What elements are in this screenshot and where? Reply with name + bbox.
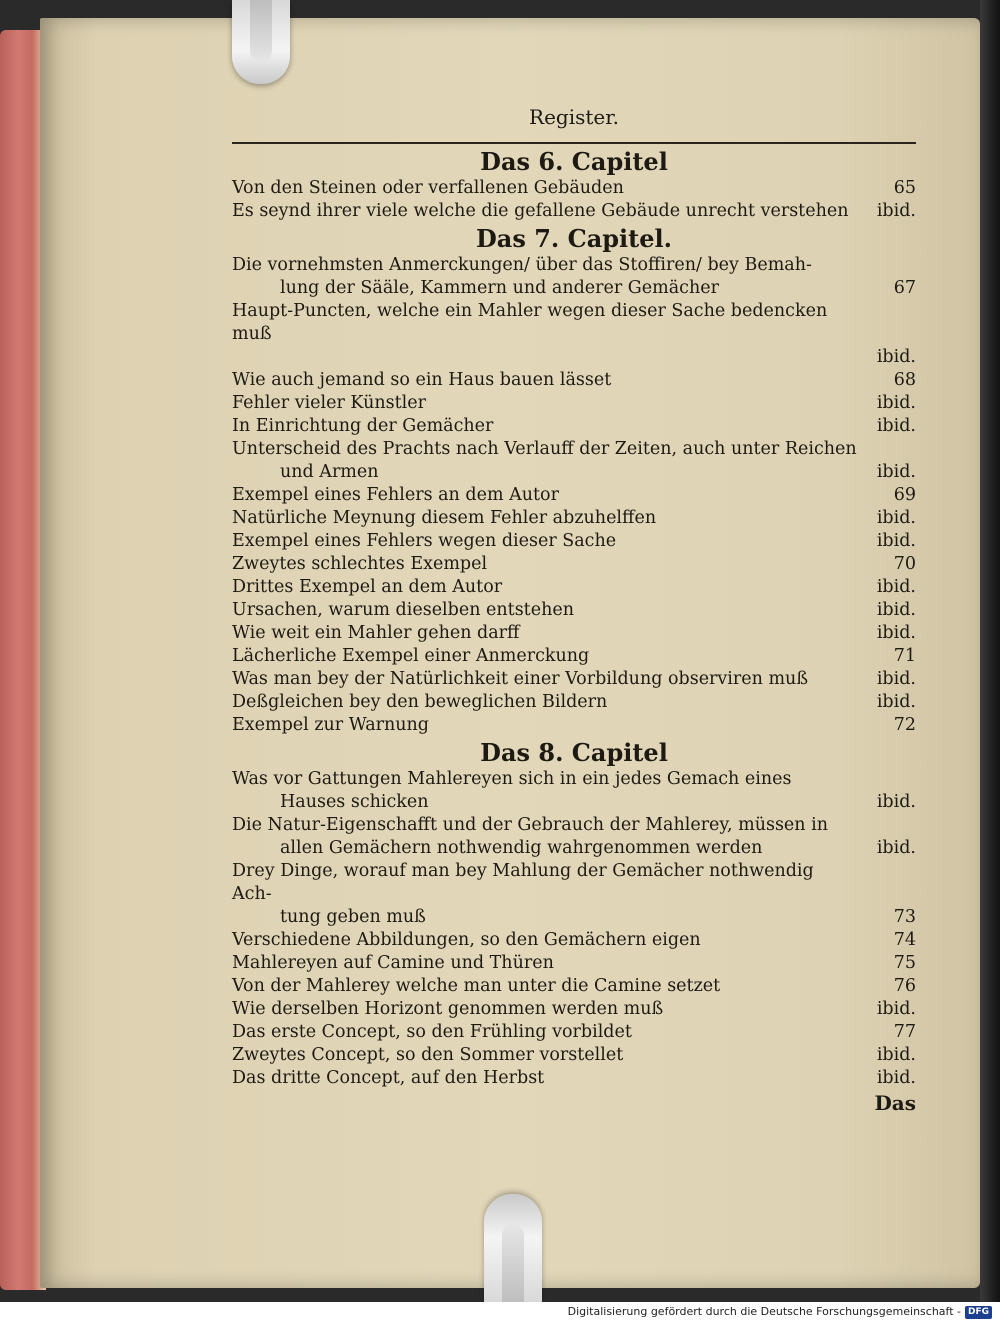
register-entry bbox=[232, 1067, 916, 1090]
register-entry bbox=[232, 645, 916, 668]
entry-page: ibid. bbox=[876, 669, 916, 689]
register-entry bbox=[232, 768, 916, 814]
page-clip-bottom bbox=[484, 1194, 542, 1304]
entry-text: Was vor Gattungen Mahlereyen sich in ein jedes Gemach eines bbox=[232, 769, 792, 789]
clip-slot bbox=[250, 0, 272, 62]
register-entry bbox=[232, 177, 916, 200]
register-entry bbox=[232, 1044, 916, 1067]
clip-slot bbox=[502, 1224, 524, 1304]
chapter-heading: Das 8. Capitel bbox=[480, 738, 668, 767]
register-content bbox=[232, 104, 916, 1116]
register-entry bbox=[232, 952, 916, 975]
entry-text: Exempel zur Warnung bbox=[232, 715, 430, 735]
entry-text: Mahlereyen auf Camine und Thüren bbox=[232, 953, 554, 973]
entry-page: ibid. bbox=[876, 600, 916, 620]
register-entry bbox=[232, 814, 916, 860]
entry-page: 75 bbox=[893, 953, 916, 973]
entry-page: ibid. bbox=[876, 577, 916, 597]
register-entry bbox=[232, 929, 916, 952]
catchword: Das bbox=[874, 1091, 916, 1115]
entry-page: 76 bbox=[893, 976, 916, 996]
register-entry bbox=[232, 998, 916, 1021]
entry-continuation: tung geben muß bbox=[280, 907, 426, 927]
entry-page: 72 bbox=[893, 715, 916, 735]
entry-text: Fehler vieler Künstler bbox=[232, 393, 426, 413]
entry-page: ibid. bbox=[876, 416, 916, 436]
register-entry bbox=[232, 576, 916, 599]
entry-page: 70 bbox=[893, 554, 916, 574]
register-entry bbox=[232, 668, 916, 691]
entry-page: 73 bbox=[893, 907, 916, 927]
entry-text: Drittes Exempel an dem Autor bbox=[232, 577, 503, 597]
entry-continuation: Hauses schicken bbox=[280, 792, 429, 812]
entry-page: 69 bbox=[893, 485, 916, 505]
running-head: Register. bbox=[529, 105, 619, 129]
dfg-logo: DFG bbox=[965, 1306, 992, 1319]
entry-page: ibid. bbox=[876, 999, 916, 1019]
entry-continuation: und Armen bbox=[280, 462, 379, 482]
entry-text: Von den Steinen oder verfallenen Gebäuden bbox=[232, 178, 624, 198]
entry-page: ibid. bbox=[876, 531, 916, 551]
entry-page: ibid. bbox=[876, 623, 916, 643]
register-entry bbox=[232, 622, 916, 645]
register-entry bbox=[232, 254, 916, 300]
entry-page: ibid. bbox=[876, 347, 916, 367]
entry-text: Exempel eines Fehlers an dem Autor bbox=[232, 485, 559, 505]
entry-text: Deßgleichen bey den beweglichen Bildern bbox=[232, 692, 608, 712]
entry-text: Verschiedene Abbildungen, so den Gemächern eigen bbox=[232, 930, 701, 950]
entry-text: Was man bey der Natürlichkeit einer Vorbildung observiren muß bbox=[232, 669, 809, 689]
footer-text: Digitalisierung gefördert durch die Deutsche Forschungsgemeinschaft - bbox=[567, 1305, 961, 1318]
register-entry bbox=[232, 691, 916, 714]
register-entry bbox=[232, 860, 916, 929]
register-entry bbox=[232, 300, 916, 369]
entry-page: 77 bbox=[893, 1022, 916, 1042]
register-entry bbox=[232, 392, 916, 415]
entry-continuation: allen Gemächern nothwendig wahrgenommen werden bbox=[280, 838, 763, 858]
chapter-heading: Das 6. Capitel bbox=[480, 147, 668, 176]
entry-text: In Einrichtung der Gemächer bbox=[232, 416, 494, 436]
register-entry bbox=[232, 415, 916, 438]
register-entry bbox=[232, 553, 916, 576]
entry-text: Wie derselben Horizont genommen werden muß bbox=[232, 999, 664, 1019]
entry-page: ibid. bbox=[876, 692, 916, 712]
register-sections bbox=[232, 146, 916, 1090]
chapter-heading: Das 7. Capitel. bbox=[475, 224, 673, 253]
register-entry bbox=[232, 507, 916, 530]
entry-text: Ursachen, warum dieselben entstehen bbox=[232, 600, 574, 620]
entry-page: ibid. bbox=[876, 462, 916, 482]
entry-page: ibid. bbox=[876, 393, 916, 413]
entry-text: Das dritte Concept, auf den Herbst bbox=[232, 1068, 545, 1088]
entry-text: Lächerliche Exempel einer Anmerckung bbox=[232, 646, 590, 666]
entry-continuation: lung der Sääle, Kammern und anderer Gemächer bbox=[280, 278, 719, 298]
entry-text: Zweytes Concept, so den Sommer vorstellet bbox=[232, 1045, 624, 1065]
entry-text: Die Natur-Eigenschafft und der Gebrauch der Mahlerey, müssen in bbox=[232, 815, 828, 835]
entry-text: Wie auch jemand so ein Haus bauen lässet bbox=[232, 370, 612, 390]
entry-page: ibid. bbox=[876, 508, 916, 528]
entry-page: ibid. bbox=[876, 1068, 916, 1088]
register-entry bbox=[232, 530, 916, 553]
register-entry bbox=[232, 200, 916, 223]
register-entry bbox=[232, 714, 916, 737]
entry-text: Exempel eines Fehlers wegen dieser Sache bbox=[232, 531, 617, 551]
entry-page: ibid. bbox=[876, 792, 916, 812]
digitization-footer bbox=[0, 1302, 1000, 1322]
entry-continuation bbox=[232, 346, 858, 369]
right-page-shadow bbox=[980, 0, 1000, 1302]
entry-text: Es seynd ihrer viele welche die gefallene Gebäude unrecht verstehen bbox=[232, 201, 849, 221]
register-entry bbox=[232, 599, 916, 622]
entry-text: Wie weit ein Mahler gehen darff bbox=[232, 623, 520, 643]
header-rule bbox=[232, 142, 916, 144]
entry-text: Die vornehmsten Anmerckungen/ über das Stoffiren/ bey Bemah- bbox=[232, 255, 812, 275]
entry-text: Haupt-Puncten, welche ein Mahler wegen dieser Sache bedencken muß bbox=[232, 301, 828, 344]
entry-text: Unterscheid des Prachts nach Verlauff der Zeiten, auch unter Reichen bbox=[232, 439, 857, 459]
entry-page: ibid. bbox=[876, 838, 916, 858]
entry-page: 71 bbox=[893, 646, 916, 666]
entry-text: Zweytes schlechtes Exempel bbox=[232, 554, 488, 574]
entry-page: 68 bbox=[893, 370, 916, 390]
register-entry bbox=[232, 484, 916, 507]
page-clip-top bbox=[232, 0, 290, 84]
register-entry bbox=[232, 1021, 916, 1044]
entry-page: 65 bbox=[893, 178, 916, 198]
entry-text: Drey Dinge, worauf man bey Mahlung der Gemächer nothwendig Ach- bbox=[232, 861, 814, 904]
entry-text: Von der Mahlerey welche man unter die Camine setzet bbox=[232, 976, 721, 996]
register-entry bbox=[232, 438, 916, 484]
entry-page: 67 bbox=[893, 278, 916, 298]
entry-text: Das erste Concept, so den Frühling vorbildet bbox=[232, 1022, 632, 1042]
entry-page: ibid. bbox=[876, 201, 916, 221]
entry-page: 74 bbox=[893, 930, 916, 950]
register-entry bbox=[232, 975, 916, 998]
entry-page: ibid. bbox=[876, 1045, 916, 1065]
entry-text: Natürliche Meynung diesem Fehler abzuhelffen bbox=[232, 508, 657, 528]
register-entry bbox=[232, 369, 916, 392]
